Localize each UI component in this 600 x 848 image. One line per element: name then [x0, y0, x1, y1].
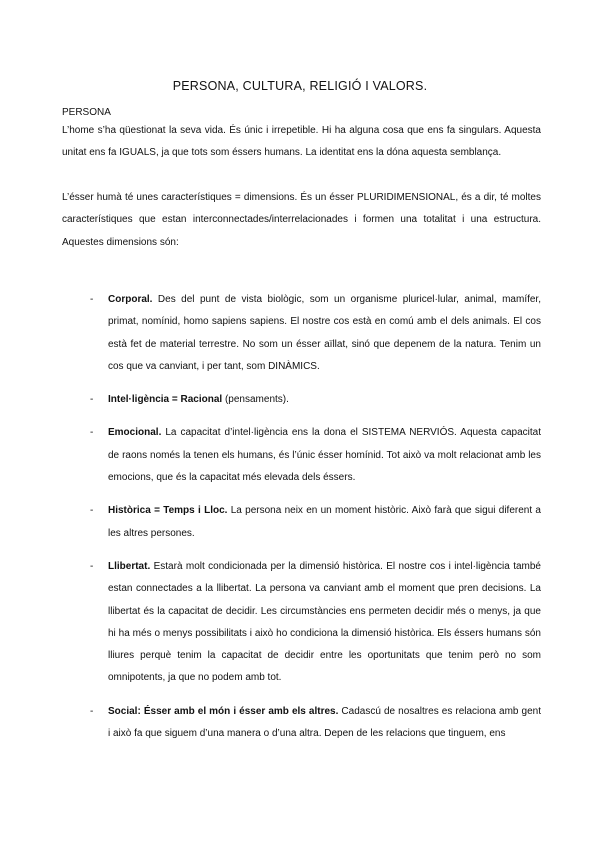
list-item-historical — [62, 500, 541, 545]
section-heading: PERSONA — [62, 107, 111, 118]
list-item-corporal — [62, 289, 541, 378]
desc-emotional: La capacitat d’intel·ligència ens la dona el SISTEMA NERVIÓS. Aquesta capacitat de raons només la tenen els humans, és l’únic ésser homínid. Tot això va molt relacionat amb les emocions, que és la capacitat més elevada dels éssers. — [108, 427, 541, 484]
desc-historical: La persona neix en un moment històric. Això farà que sigui diferent a les altres persones. — [108, 505, 541, 539]
desc-corporal: Des del punt de vista biològic, som un organisme pluricel·lular, animal, mamífer, primat, nomínid, homo sapiens sapiens. El nostre cos està en comú amb el dels animals. El cos està fet de material terrestre. No som un ésser aïllat, sinó que depenem de la natura. Tenim un cos que va canviant, i per tant, som DINÀMICS. — [108, 294, 541, 372]
bullet-dash: - — [90, 560, 94, 572]
term-social-prefix: Social: — [108, 705, 144, 717]
list-item-freedom — [62, 556, 541, 690]
list-item-emotional — [62, 422, 541, 489]
term-corporal: Corporal. — [108, 294, 153, 305]
bullet-dash: - — [90, 427, 94, 439]
bullet-dash: - — [90, 505, 94, 517]
term-emotional: Emocional. — [108, 427, 162, 439]
term-historical: Històrica = Temps i Lloc. — [108, 505, 228, 517]
bullet-dash: - — [90, 705, 94, 717]
document-title: PERSONA, CULTURA, RELIGIÓ I VALORS. — [172, 79, 428, 93]
dimensions-list — [62, 289, 541, 756]
desc-social: Cadascú de nosaltres es relaciona amb gent i això fa que siguem d’una manera o d’una altra. Depen de les relacions que tinguem, ens — [108, 705, 541, 740]
term-intelligence: Intel·ligència = Racional — [108, 394, 223, 406]
term-social: Ésser amb el món i ésser amb els altres. — [143, 705, 339, 717]
list-item-intelligence — [62, 389, 541, 411]
list-item-social — [62, 701, 541, 746]
term-freedom: Llibertat. — [108, 560, 151, 572]
desc-freedom: Estarà molt condicionada per la dimensió històrica. El nostre cos i intel·ligència també estan connectades a la llibertat. La persona va canviant amb el moment que pren decisions. La llibertat és la capacitat de decidir. Les circumstàncies ens permeten decidir més o menys, ja que hi ha més o menys possibilitats i això ho condiciona la dimensió històrica. Els éssers humans són lliures perquè tenim la capacitat de decidir entre les oportunitats que tenim però no som omnipotents, ja que no podem amb tot. — [108, 560, 541, 684]
intro-paragraph: L’home s’ha qüestionat la seva vida. És únic i irrepetible. Hi ha alguna cosa que ens fa singulars. Aquesta unitat ens fa IGUALS, ja que tots som éssers humans. La identitat ens la dóna aquesta semblança. — [62, 125, 541, 159]
bullet-dash: - — [90, 294, 94, 305]
desc-intelligence: (pensaments). — [222, 394, 289, 406]
dimensions-paragraph: L’ésser humà té unes característiques = dimensions. És un ésser PLURIDIMENSIONAL, és a dir, té moltes característiques que estan interconnectades/interrelacionades i formen una totalitat i una estructura. Aquestes dimensions són: — [62, 192, 541, 248]
bullet-dash: - — [90, 394, 94, 406]
